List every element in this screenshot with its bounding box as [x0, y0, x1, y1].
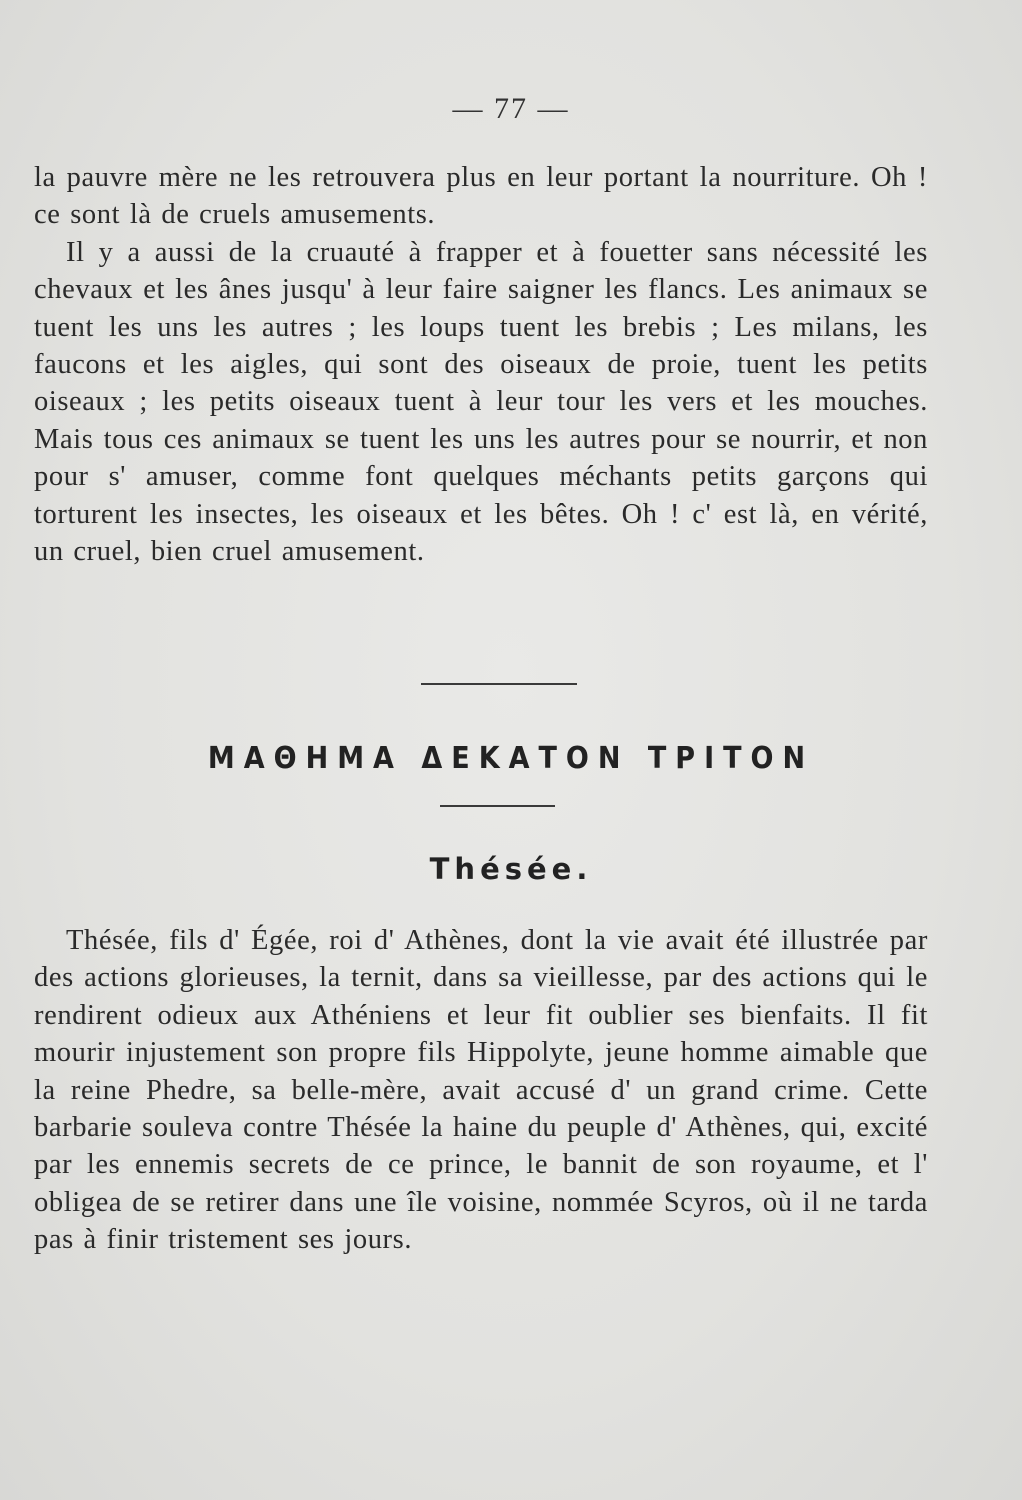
paragraph-cruelty: Il y a aussi de la cruauté à frapper et à fouetter sans nécessité les chevaux et les ânes jusqu' à leur faire saigner les flancs. Les animaux se tuent les uns les autres ; les loups tuent les brebis ; Les milans, les faucons et les aigles, qui sont des oiseaux de proie, tuent les petits oiseaux ; les petits oiseaux tuent à leur tour les vers et les mouches. Mais tous ces animaux se tuent les uns les autres pour se nourrir, et non pour s' amuser, comme font quelques méchants petits garçons qui torturent les insectes, les oiseaux et les bêtes. Oh ! c' est là, en vérité, un cruel, bien cruel amusement.: [34, 236, 928, 568]
heading-underline-rule: [440, 805, 555, 807]
continued-text: [34, 159, 928, 570]
paragraph-thesee: Thésée, fils d' Égée, roi d' Athènes, dont la vie avait été illustrée par des actions glorieuses, la ternit, dans sa vieillesse, par des actions qui le rendirent odieux aux Athéniens et leur fit oublier ses bienfaits. Il fit mourir injustement son propre fils Hippolyte, jeune homme aimable que la reine Phedre, sa belle-mère, avait accusé d' un grand crime. Cette barbarie souleva contre Thésée la haine du peuple d' Athènes, qui, excité par les ennemis secrets de ce prince, le bannit de son royaume, et l' obligea de se retirer dans une île voisine, nommée Scyros, où il ne tarda pas à finir tristement ses jours.: [34, 925, 928, 1256]
separator-rule: [421, 683, 577, 685]
lesson-heading: ΜΑΘΗΜΑ ΔΕΚΑΤΟΝ ΤΡΙΤΟΝ: [207, 741, 815, 776]
section-title: Thésée.: [429, 852, 593, 886]
page-number: — 77 —: [452, 92, 570, 125]
lesson-text: [34, 922, 928, 1259]
paragraph-continued: la pauvre mère ne les retrouvera plus en leur portant la nourriture. Oh ! ce sont là de cruels amusements.: [34, 162, 928, 231]
